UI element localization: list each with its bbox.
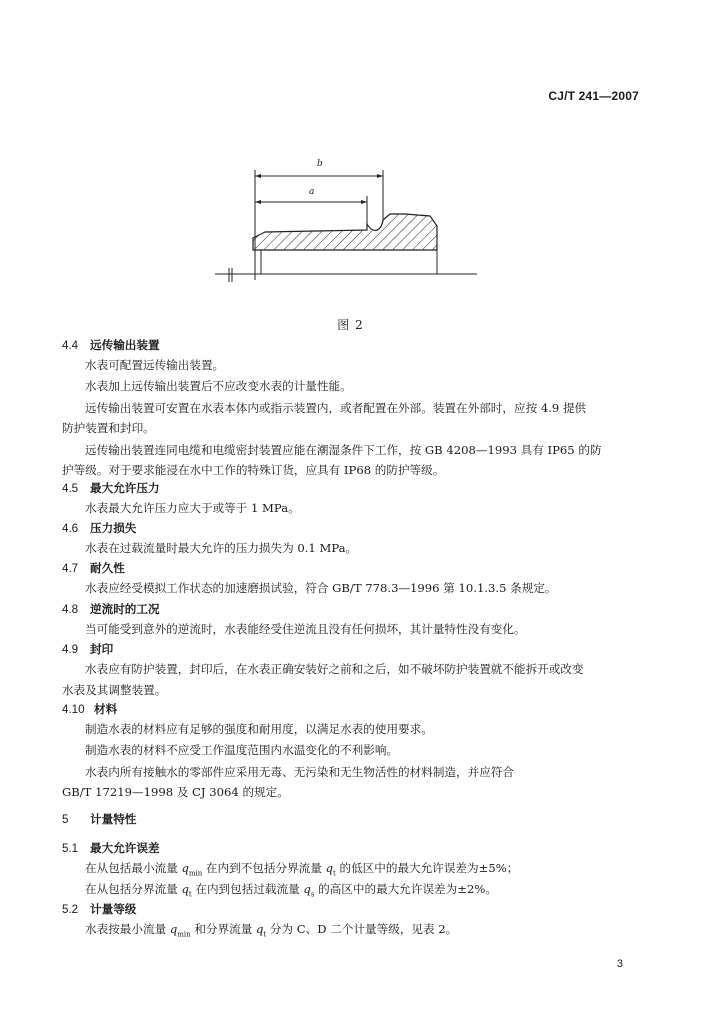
section-heading-5-1: 5.1 最大允许误差 [62, 841, 160, 855]
section-heading-4-7: 4.7 耐久性 [62, 561, 125, 575]
figure-2-drawing [205, 150, 495, 290]
paragraph: 当可能受到意外的逆流时，水表能经受住逆流且没有任何损坏，其计量特性没有变化。 [85, 622, 526, 636]
paragraph: 制造水表的材料应有足够的强度和耐用度，以满足水表的使用要求。 [85, 722, 433, 736]
section-heading-4-10: 4.10 材料 [62, 702, 118, 716]
paragraph: 水表加上远传输出装置后不应改变水表的计量性能。 [85, 379, 352, 393]
section-heading-5-2: 5.2 计量等级 [62, 902, 137, 916]
label-b: b [317, 159, 323, 169]
paragraph: 水表可配置远传输出装置。 [85, 358, 225, 372]
page-number: 3 [616, 958, 623, 970]
paragraph: 水表最大允许压力应大于或等于 1 MPa。 [85, 501, 300, 515]
section-heading-4-5: 4.5 最大允许压力 [62, 481, 160, 495]
paragraph-continued: 护等级。对于要求能浸在水中工作的特殊订货，应具有 IP68 的防护等级。 [62, 463, 445, 477]
paragraph: 在从包括最小流量 $q_{min}$ 在内到不包括分界流量 $q_t$ 的低区中的最大允许误差为±5%； [85, 861, 519, 878]
paragraph: 水表按最小流量 $q_{min}$ 和分界流量 $q_t$ 分为 C、D 二个计量等级，见表 2。 [85, 922, 458, 939]
section-heading-4-6: 4.6 压力损失 [62, 521, 137, 535]
paragraph: 制造水表的材料不应受工作温度范围内水温变化的不利影响。 [85, 743, 399, 757]
paragraph: 水表应有防护装置，封印后，在水表正确安装好之前和之后，如不破坏防护装置就不能拆开或改变 [85, 662, 584, 676]
hatched-section [253, 214, 437, 250]
section-heading-4-4: 4.4 远传输出装置 [62, 338, 160, 352]
label-a: a [309, 187, 315, 197]
section-heading-4-9: 4.9 封印 [62, 642, 114, 656]
section-heading-5: 5 计量特性 [62, 812, 137, 826]
paragraph: 水表应经受模拟工作状态的加速磨损试验，符合 GB/T 778.3—1996 第 10.1.3.5 条规定。 [85, 581, 557, 595]
paragraph-continued: GB/T 17219—1998 及 CJ 3064 的规定。 [62, 785, 289, 799]
paragraph: 在从包括分界流量 $q_t$ 在内到包括过载流量 $q_s$ 的高区中的最大允许误差为±2%。 [85, 882, 497, 899]
figure-caption: 图 2 [337, 318, 364, 332]
standard-code: CJ/T 241—2007 [548, 89, 639, 103]
paragraph: 水表内所有接触水的零部件应采用无毒、无污染和无生物活性的材料制造，并应符合 [85, 765, 514, 779]
paragraph: 远传输出装置连同电缆和电缆密封装置应能在潮湿条件下工作，按 GB 4208—1993 具有 IP65 的防 [85, 443, 602, 457]
paragraph: 远传输出装置可安置在水表本体内或指示装置内，或者配置在外部。装置在外部时，应按 4.9 提供 [85, 401, 587, 415]
paragraph-continued: 水表及其调整装置。 [62, 683, 167, 697]
section-heading-4-8: 4.8 逆流时的工况 [62, 602, 160, 616]
paragraph: 水表在过载流量时最大允许的压力损失为 0.1 MPa。 [85, 541, 358, 555]
paragraph-continued: 防护装置和封印。 [62, 421, 155, 435]
